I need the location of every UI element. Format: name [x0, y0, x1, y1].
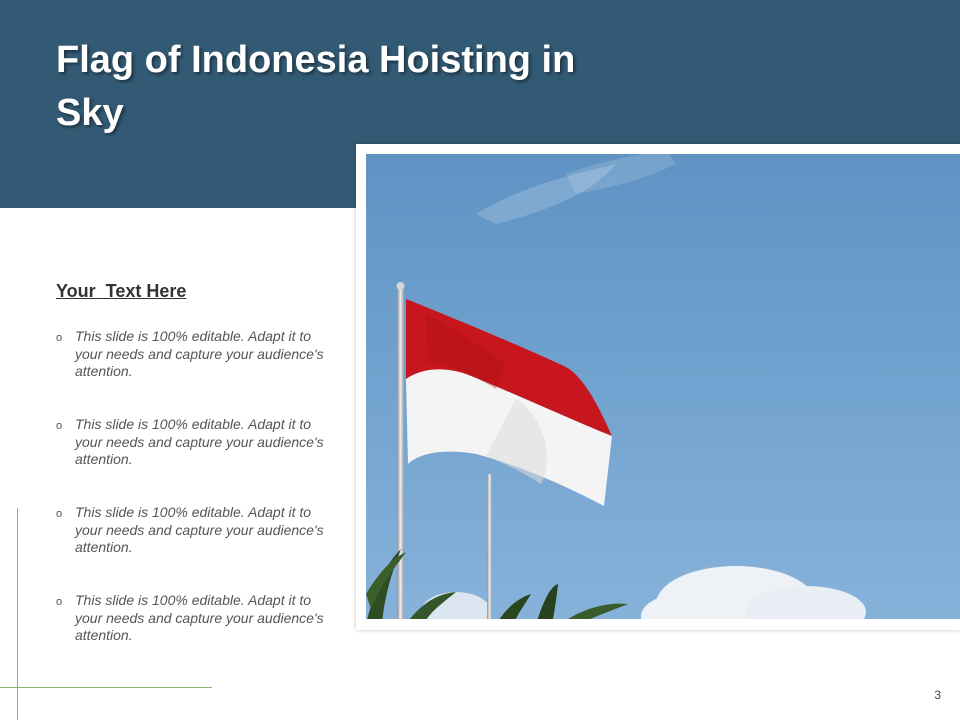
bullet-item: [56, 416, 336, 504]
subheading: Your Text Here: [56, 281, 187, 301]
bullet-list: [56, 328, 336, 680]
accent-line-vertical: [17, 508, 18, 720]
slide-title: Flag of Indonesia Hoisting in Sky: [56, 39, 576, 134]
bullet-item: [56, 504, 336, 592]
bullet-icon: o: [56, 332, 63, 344]
bullet-text: This slide is 100% editable. Adapt it to your needs and capture your audience's attention.: [75, 504, 324, 555]
bullet-item: [56, 328, 336, 416]
page-number: 3: [934, 688, 941, 702]
bullet-icon: o: [56, 508, 63, 520]
bullet-text: This slide is 100% editable. Adapt it to your needs and capture your audience's attention.: [75, 592, 324, 643]
indonesia-flag-photo: [366, 154, 960, 619]
photo-frame: [356, 144, 960, 630]
bullet-text: This slide is 100% editable. Adapt it to your needs and capture your audience's attention.: [75, 328, 324, 379]
accent-line-horizontal: [0, 687, 212, 688]
bullet-icon: o: [56, 596, 63, 608]
bullet-item: [56, 592, 336, 680]
bullet-icon: o: [56, 420, 63, 432]
bullet-text: This slide is 100% editable. Adapt it to your needs and capture your audience's attention.: [75, 416, 324, 467]
